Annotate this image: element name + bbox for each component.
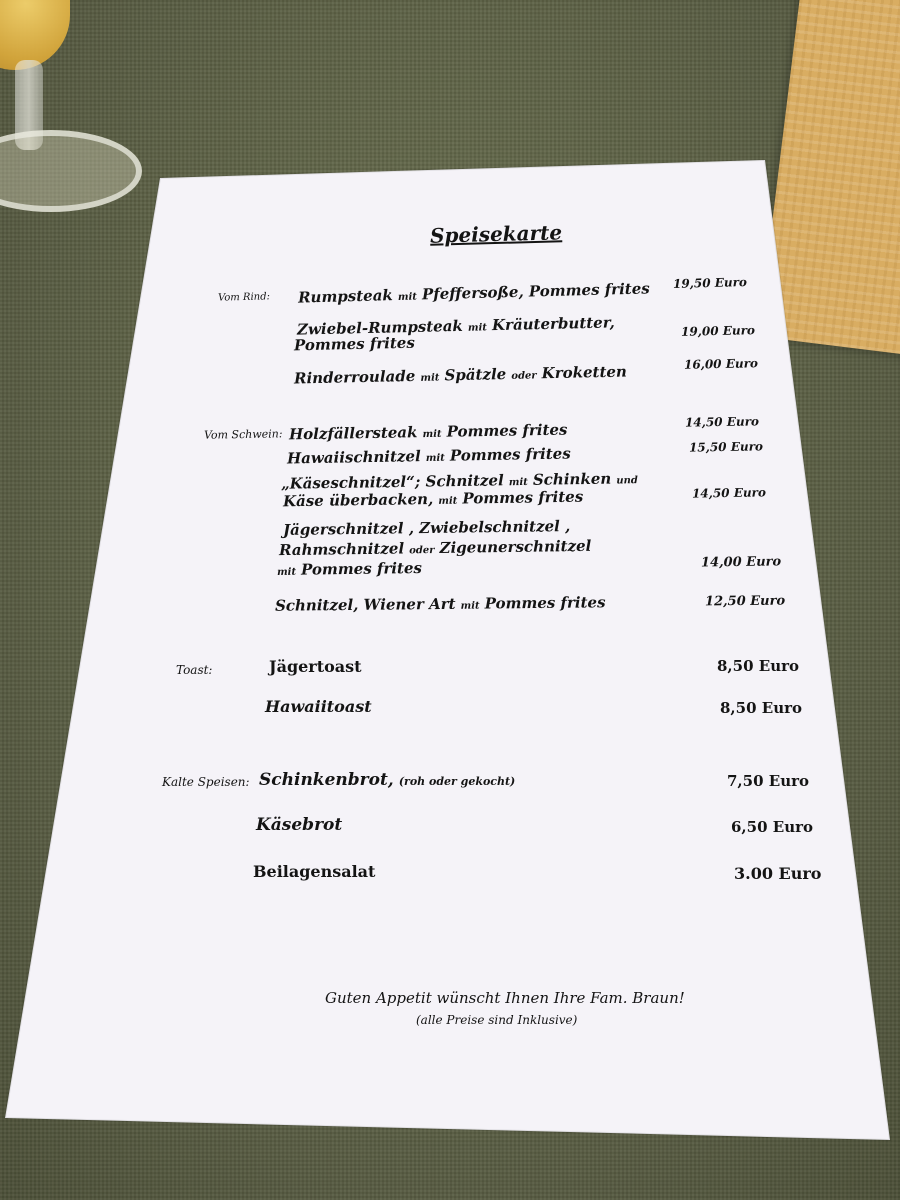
menu-item-kaesebrot: Käsebrot <box>256 815 343 835</box>
dish-side: Pommes frites <box>449 444 571 465</box>
dish-side2: Kroketten <box>541 362 628 383</box>
category-label-rind: Vom Rind: <box>217 291 271 304</box>
dish-side3: Pommes frites <box>300 558 423 579</box>
dish-line2: Käse überbacken, <box>282 489 434 511</box>
dish-name: Holzfällersteak <box>288 423 418 444</box>
price-rumpsteak: 19,50 Euro <box>672 275 748 291</box>
dish-name: Schnitzel, Wiener Art <box>274 594 456 615</box>
price-beilagensalat: 3.00 Euro <box>734 864 822 883</box>
menu-item-schnitzel-varianten-line3 <box>277 558 422 579</box>
menu-item-schnitzel-varianten-line1: Jägerschnitzel , Zwiebelschnitzel , <box>282 516 571 540</box>
menu-item-beilagensalat: Beilagensalat <box>253 862 376 881</box>
price-zwiebel-rumpsteak: 19,00 Euro <box>680 323 756 339</box>
dish-line2b: Zigeunerschnitzel <box>439 536 592 557</box>
dish-name: „Käseschnitzel“; Schnitzel <box>280 471 504 493</box>
menu-item-zwiebel-rumpsteak-line2: Pommes frites <box>293 333 416 355</box>
dish-join3: mit <box>276 566 297 579</box>
dish-side3: Pommes frites <box>462 487 584 508</box>
dish-name: Rinderroulade <box>293 366 416 388</box>
price-schnitzel-wiener-art: 12,50 Euro <box>704 593 786 610</box>
dish-side: Pommes frites <box>484 593 606 613</box>
category-label-toast: Toast: <box>176 663 213 677</box>
category-label-schwein: Vom Schwein: <box>203 427 283 442</box>
price-rinderroulade: 16,00 Euro <box>683 356 759 372</box>
dish-name: Hawaiischnitzel <box>286 447 421 468</box>
dish-join: mit <box>420 372 440 384</box>
dish-side: Schinken <box>532 469 612 489</box>
menu-item-hawaiitoast: Hawaiitoast <box>265 697 372 716</box>
dish-name: Zwiebel-Rumpsteak <box>296 316 464 339</box>
price-hawaiischnitzel: 15,50 Euro <box>688 439 764 455</box>
dish-line2a: Rahmschnitzel <box>278 539 405 560</box>
menu-item-jaegertoast: Jägertoast <box>269 657 362 676</box>
dish-join: mit <box>422 428 442 441</box>
dish-side: Kräuterbutter, <box>491 313 615 335</box>
category-label-kalt: Kalte Speisen: <box>162 775 250 789</box>
dish-join2: und <box>616 475 638 487</box>
menu-item-schnitzel-wiener-art <box>275 592 606 614</box>
dish-side: Pommes frites <box>446 420 568 441</box>
dish-join: mit <box>397 291 418 303</box>
dish-join: mit <box>425 452 445 465</box>
dish-join: mit <box>460 600 480 612</box>
dish-join3: mit <box>438 495 458 507</box>
price-schinkenbrot: 7,50 Euro <box>727 772 810 790</box>
dish-side: Pfeffersoße, Pommes frites <box>421 279 650 304</box>
price-schnitzel-varianten: 14,00 Euro <box>700 554 782 571</box>
dish-side: Spätzle <box>444 365 507 385</box>
menu-item-schinkenbrot <box>259 770 515 790</box>
dish-join: mit <box>467 322 488 334</box>
dish-note: (roh oder gekocht) <box>398 775 516 788</box>
footer-note: (alle Preise sind Inklusive) <box>416 1013 578 1027</box>
price-holzfaellersteak: 14,50 Euro <box>684 414 760 430</box>
dish-name: Schinkenbrot, <box>259 770 394 790</box>
footer-greeting: Guten Appetit wünscht Ihnen Ihre Fam. Braun! <box>325 989 685 1007</box>
price-kaeseschnitzel: 14,50 Euro <box>691 485 767 501</box>
dish-join2: oder <box>511 370 537 382</box>
dish-join: mit <box>508 476 528 489</box>
price-jaegertoast: 8,50 Euro <box>717 657 800 675</box>
dish-name: Rumpsteak <box>297 286 394 307</box>
price-kaesebrot: 6,50 Euro <box>731 818 814 836</box>
dish-join: oder <box>409 545 435 557</box>
price-hawaiitoast: 8,50 Euro <box>720 699 803 717</box>
menu-title: Speisekarte <box>429 220 563 248</box>
